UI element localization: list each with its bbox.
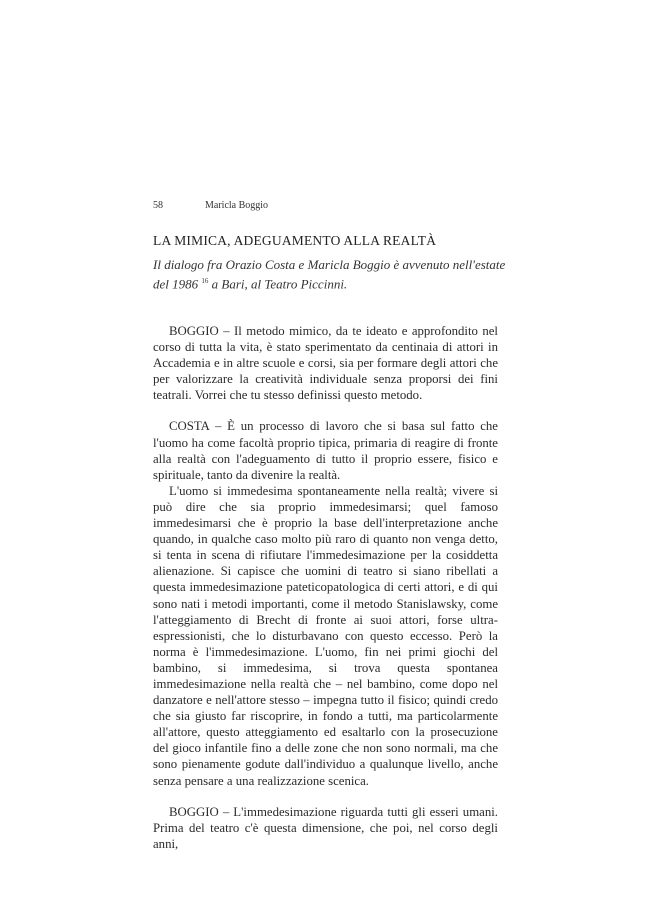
chapter-title: LA MIMICA, ADEGUAMENTO ALLA REALTÀ xyxy=(153,233,437,248)
paragraph-costa-1: COSTA – È un processo di lavoro che si basa sul fatto che l'uomo ha come facoltà proprio tipica, primaria di reagire di fronte alla realtà con l'adeguamento di tutto il proprio essere, fisico e spirituale, tanto da divenire la realtà. xyxy=(153,419,498,482)
paragraph-boggio-2: BOGGIO – L'immedesimazione riguarda tutti gli esseri umani. Prima del teatro c'è questa dimensione, che poi, nel corso degli anni, xyxy=(153,804,498,851)
running-head xyxy=(153,200,268,211)
subtitle-text: Il dialogo fra Orazio Costa e Maricla Boggio è avvenuto nell'estate del 1986 xyxy=(153,257,506,292)
footnote-marker: 16 xyxy=(201,277,209,285)
page-number: 58 xyxy=(153,200,163,211)
running-head-author: Maricla Boggio xyxy=(205,200,269,211)
body-text xyxy=(153,323,498,852)
paragraph-costa-2: L'uomo si immedesima spontaneamente nella realtà; vivere si può dire che sia proprio immedesimarsi; quel famoso immedesimarsi che è proprio la base dell'interpretazione anche quando, in qualche caso molto più raro di quanto non venga detto, si tenta in scena di rifiutare l'immedesimazione per la cosiddetta alienazione. Si capisce che uomini di teatro si siano ribellati a questa immedesimazione pateticopatologica di certi attori, e di qui sono nati i metodi importanti, come il metodo Stanislawsky, come l'atteggiamento di Brecht di fronte ai suoi attori, forse ultra-espressionisti, che lo disturbavano con questo eccesso. Però la norma è l'immedesimazione. L'uomo, fin nei primi giochi del bambino, si immedesima, si trova questa spontanea immedesimazione nella realtà che – nel bambino, come dopo nel danzatore e nell'attore stesso – impegna tutto il fisico; quindi credo che sia giusto far riscoprire, in fondo a tutti, ma particolarmente all'attore, questo atteggiamento ed esaltarlo con la prosecuzione del gioco infantile fino a delle zone che non sono normali, ma che sono pienamente godute dall'individuo a qualunque livello, anche senza pensare a una realizzazione scenica. xyxy=(153,483,498,788)
chapter-subtitle xyxy=(153,257,513,292)
paragraph-boggio-1: BOGGIO – Il metodo mimico, da te ideato e approfondito nel corso di tutta la vita, è stato sperimentato da centinaia di attori in Accademia e in altre scuole e corsi, sia per formare degli attori che per valorizzare la creatività individuale senza proporsi dei fini teatrali. Vorrei che tu stesso definissi questo metodo. xyxy=(153,324,498,403)
subtitle-text-end: a Bari, al Teatro Piccinni. xyxy=(208,276,348,292)
